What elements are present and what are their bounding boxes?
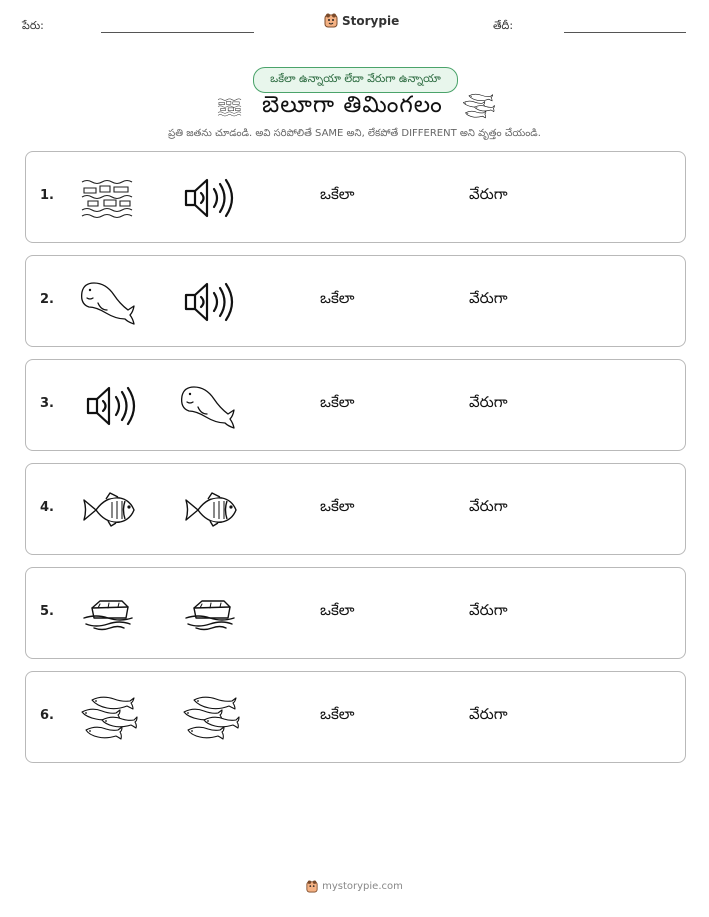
same-option[interactable]: ఒకేలా [320, 289, 355, 307]
question-card [25, 255, 686, 347]
question-card [25, 151, 686, 243]
same-option[interactable]: ఒకేలా [320, 185, 355, 203]
question-card [25, 671, 686, 763]
different-option[interactable]: వేరుగా [469, 185, 508, 203]
brand-name: Storypie [342, 13, 400, 28]
beluga-pod-icon [78, 692, 138, 744]
question-number: 4. [40, 500, 54, 515]
sea-ice-icon [216, 95, 244, 119]
date-label: తేదీ: [493, 19, 514, 32]
question-card [25, 463, 686, 555]
speaker-icon [82, 380, 142, 432]
different-option[interactable]: వేరుగా [469, 497, 508, 515]
fish-icon [78, 484, 138, 536]
same-option[interactable]: ఒకేలా [320, 601, 355, 619]
question-number: 1. [40, 188, 54, 203]
speaker-icon [180, 276, 240, 328]
question-number: 2. [40, 292, 54, 307]
different-option[interactable]: వేరుగా [469, 393, 508, 411]
same-option[interactable]: ఒకేలా [320, 705, 355, 723]
ice-floe-icon [180, 588, 240, 640]
ice-floe-icon [78, 588, 138, 640]
name-label: పేరు: [22, 19, 44, 32]
beluga-whale-icon [178, 380, 238, 432]
title-row [0, 92, 709, 126]
footer [0, 880, 709, 893]
different-option[interactable]: వేరుగా [469, 601, 508, 619]
question-number: 3. [40, 396, 54, 411]
beluga-whale-icon [78, 276, 138, 328]
instructions: ప్రతి జతను చూడండి. అవి సరిపోలితే SAME అని, లేకపోతే DIFFERENT అని వృత్తం చేయండి. [168, 128, 541, 139]
name-field[interactable] [101, 32, 254, 33]
same-option[interactable]: ఒకేలా [320, 497, 355, 515]
different-option[interactable]: వేరుగా [469, 289, 508, 307]
same-option[interactable]: ఒకేలా [320, 393, 355, 411]
beluga-pod-icon [461, 90, 495, 122]
fish-icon [180, 484, 240, 536]
storypie-logo-icon [324, 13, 338, 28]
page-title: బెలూగా తిమింగలం [262, 92, 443, 118]
brand [324, 13, 399, 28]
sea-ice-icon [78, 172, 138, 224]
speaker-icon [180, 172, 240, 224]
date-field[interactable] [564, 32, 686, 33]
question-number: 5. [40, 604, 54, 619]
storypie-logo-icon [306, 880, 318, 893]
question-card [25, 359, 686, 451]
worksheet-type-pill: ఒకేలా ఉన్నాయా లేదా వేరుగా ఉన్నాయా [253, 67, 458, 93]
question-number: 6. [40, 708, 54, 723]
footer-site-link[interactable]: mystorypie.com [322, 881, 403, 892]
beluga-pod-icon [180, 692, 240, 744]
question-card [25, 567, 686, 659]
different-option[interactable]: వేరుగా [469, 705, 508, 723]
